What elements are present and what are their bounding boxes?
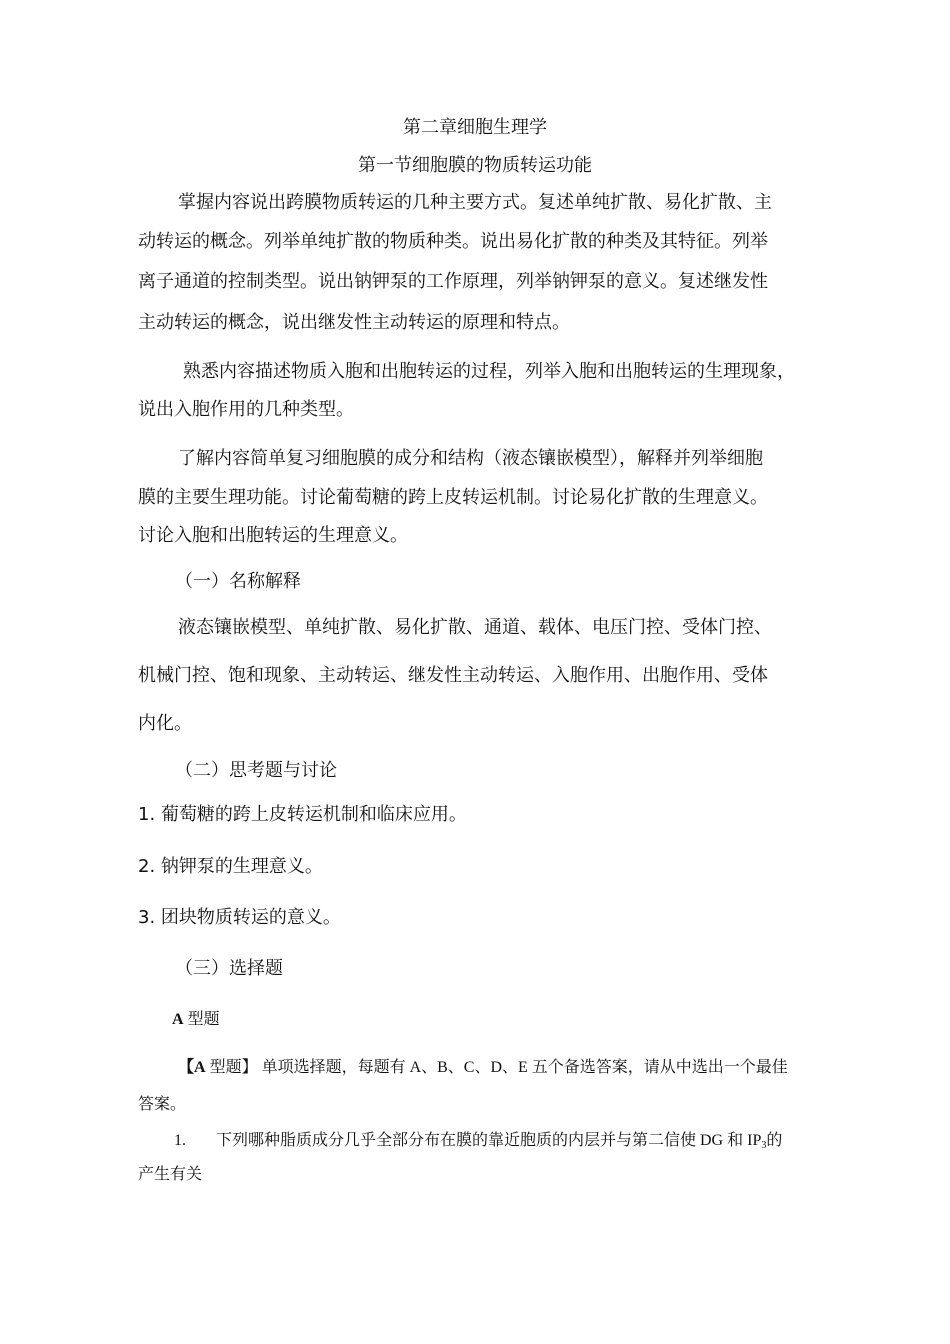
mastery-line: 动转运的概念。列举单纯扩散的物质种类。说出易化扩散的种类及其特征。列举 [138, 231, 768, 252]
question-item: 2. 钠钾泵的生理意义。 [138, 856, 323, 877]
type-a-letter: A [172, 1011, 184, 1028]
type-a-label [172, 1010, 220, 1029]
familiar-line: 熟悉内容描述物质入胞和出胞转运的过程，列举入胞和出胞转运的生理现象， [183, 361, 795, 382]
question-1-subscript: 3 [761, 1140, 767, 1151]
question-1-text-post: 的 [766, 1132, 783, 1149]
type-a-text: 型题 [187, 1011, 220, 1028]
understand-line: 讨论入胞和出胞转运的生理意义。 [138, 525, 408, 546]
familiar-line: 说出入胞作用的几种类型。 [138, 399, 354, 420]
instruction-line-2: 答案。 [138, 1096, 187, 1113]
question-1-text-pre: 下列哪种脂质成分几乎全部分布在膜的靠近胞质的内层并与第二信使 DG 和 IP [216, 1132, 762, 1149]
instruction-tag-rest: 型题】 [209, 1059, 258, 1076]
understand-line: 了解内容简单复习细胞膜的成分和结构（液态镶嵌模型），解释并列举细胞 [178, 448, 763, 469]
question-item: 3. 团块物质转运的意义。 [138, 907, 341, 928]
choice-heading: （三）选择题 [175, 958, 283, 979]
terms-heading: （一）名称解释 [175, 571, 301, 592]
questions-heading: （二）思考题与讨论 [175, 760, 337, 781]
question-1-text [216, 1131, 782, 1152]
question-1-number: 1. [174, 1132, 186, 1149]
mastery-line: 离子通道的控制类型。说出钠钾泵的工作原理，列举钠钾泵的意义。复述继发性 [138, 271, 768, 292]
question-1-line-2: 产生有关 [138, 1166, 203, 1183]
terms-line: 液态镶嵌模型、单纯扩散、易化扩散、通道、载体、电压门控、受体门控、 [178, 617, 772, 638]
question-item: 1. 葡萄糖的跨上皮转运机制和临床应用。 [138, 804, 467, 825]
instruction-line [178, 1058, 788, 1077]
mastery-line: 主动转运的概念，说出继发性主动转运的原理和特点。 [138, 312, 570, 333]
section-title: 第一节细胞膜的物质转运功能 [358, 155, 592, 176]
understand-line: 膜的主要生理功能。讨论葡萄糖的跨上皮转运机制。讨论易化扩散的生理意义。 [138, 487, 768, 508]
terms-line: 内化。 [138, 713, 192, 734]
instruction-text: 单项选择题，每题有 A、B、C、D、E 五个备选答案，请从中选出一个最佳 [261, 1059, 788, 1076]
mastery-line: 掌握内容说出跨膜物质转运的几种主要方式。复述单纯扩散、易化扩散、主 [178, 192, 772, 213]
terms-line: 机械门控、饱和现象、主动转运、继发性主动转运、入胞作用、出胞作用、受体 [138, 665, 768, 686]
chapter-title: 第二章细胞生理学 [403, 117, 547, 138]
instruction-tag: 【A [178, 1059, 206, 1076]
